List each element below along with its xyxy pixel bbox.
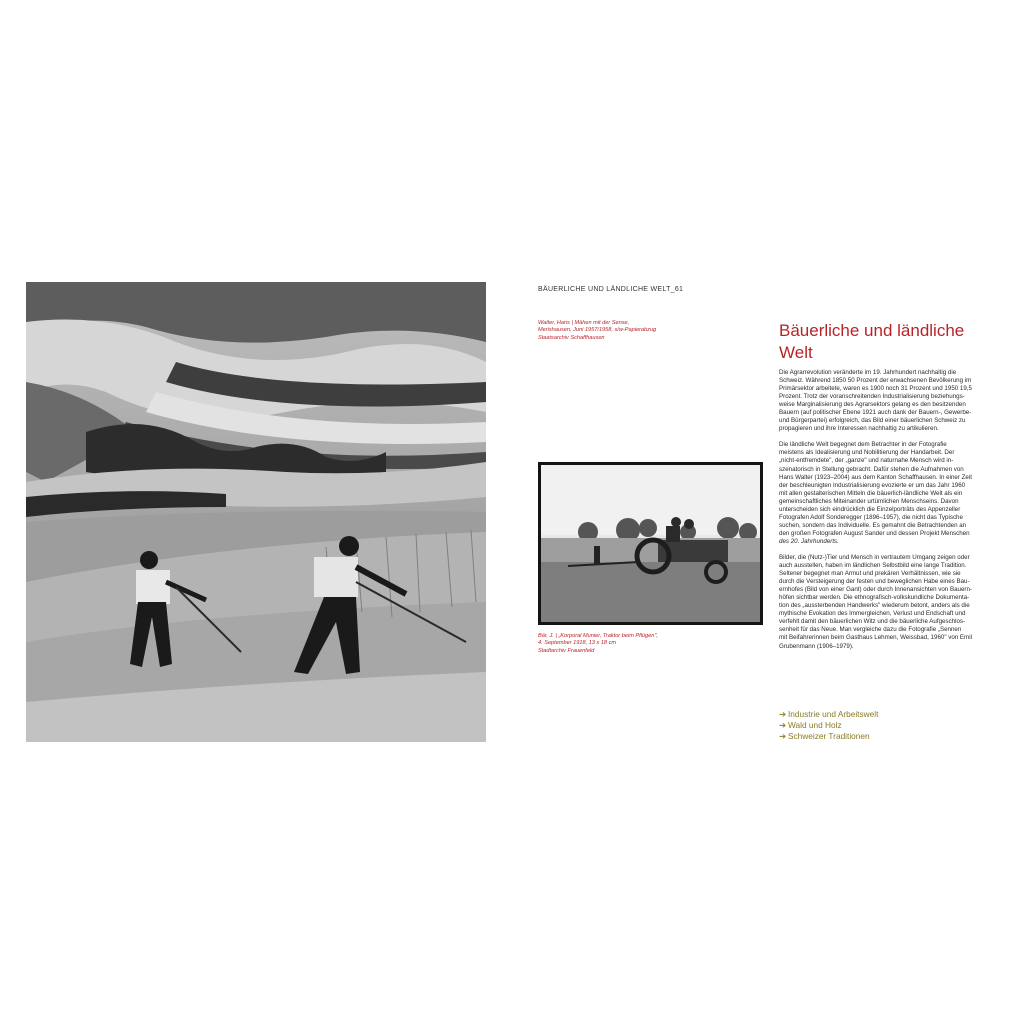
- caption-line: Staatsarchiv Schaffhausen: [538, 334, 605, 341]
- text-line: szenatorisch in Stellung gebracht. Dafür stehen die Aufnahmen von: [779, 465, 964, 473]
- text-line: Bilder, die (Nutz-)Tier und Mensch in vertrautem Umgang zeigen oder: [779, 553, 970, 561]
- text-line: Schweiz. Während 1850 50 Prozent der erwachsenen Bevölkerung im: [779, 377, 972, 385]
- caption-line: Merishausen, Juni 1957/1958, s/w-Papierabzug: [538, 327, 657, 334]
- link-label: Schweizer Traditionen: [788, 731, 870, 742]
- photo-tractor-ploughing: [538, 462, 763, 625]
- text-line: gemeinschaftliches Miteinander urtümlichen Menschseins. Davon: [779, 497, 959, 505]
- link-industrie-und-arbeitswelt[interactable]: [779, 709, 979, 720]
- caption-line: Bär, J. | „Korporal Munier, Traktor beim Pflügen",: [538, 633, 658, 639]
- text-line: und Bürgerpartei) erfolgreich, das Bild einer bäuerlichen Schweiz zu: [779, 417, 966, 425]
- text-line: Seltener begegnet man Armut und prekären Verhältnissen, wie sie: [779, 570, 961, 578]
- caption-line: 4. September 1918, 13 x 18 cm: [538, 640, 617, 647]
- text-line: „nicht-entfremdete", der „ganze" und naturnahe Mensch wird in-: [779, 457, 954, 465]
- arrow-right-icon: ➔: [779, 731, 786, 742]
- text-line: den großen Fotografen August Sander und dessen Projekt Menschen: [779, 529, 970, 537]
- link-wald-und-holz[interactable]: [779, 720, 979, 731]
- paragraph: [779, 554, 1001, 651]
- text-line: tion des „aussterbenden Handwerks" wiederum betont, anders als die: [779, 602, 970, 610]
- arrow-right-icon: ➔: [779, 709, 786, 719]
- text-line: meistens als Idealisierung und Nobilitierung der Handarbeit. Der: [779, 449, 955, 457]
- text-line: Fotografen Adolf Sonderegger (1896–1957), die nicht das Typische: [779, 513, 963, 521]
- text-line: Die ländliche Welt begegnet dem Betrachter in der Fotografie: [779, 441, 947, 449]
- photo-mowing-with-scythe: [26, 282, 486, 742]
- chapter-title: [779, 320, 999, 364]
- link-schweizer-traditionen[interactable]: [779, 731, 979, 742]
- text-line: auch ausstellen, haben im ländlichen Selbstbild eine lange Tradition.: [779, 562, 967, 570]
- text-line: ernhofes (Bild von einer Gant) oder durch Innenansichten von Bauern-: [779, 586, 972, 594]
- text-line: mythische Evokation des Immergleichen, Verlust und Endschaft und: [779, 610, 966, 618]
- text-line: Hans Walter (1923–2004) aus dem Kanton Schaffhausen. In einer Zeit: [779, 473, 972, 481]
- text-line: Primärsektor arbeitete, waren es 1900 noch 31 Prozent und 1950 19,5: [779, 385, 972, 393]
- caption-small-photo: [538, 633, 748, 655]
- caption-line: Walter, Hans | Mähen mit der Sense,: [538, 320, 630, 326]
- text-line: höfen sichtbar werden. Die ethnografisch-volkskundliche Dokumenta-: [779, 594, 970, 602]
- text-line: suchen, sondern das Individuelle. Es gemahnt die Betrachtenden an: [779, 521, 967, 529]
- paragraph: [779, 369, 1001, 433]
- link-label: Wald und Holz: [788, 720, 842, 731]
- running-head: BÄUERLICHE UND LÄNDLICHE WELT_61: [538, 286, 684, 293]
- text-line: Grubenmann (1906–1979).: [779, 642, 854, 650]
- text-line: mit Beifahrerinnen beim Gasthaus Lehmen, Weissbad, 1960" von Emil: [779, 634, 972, 642]
- text-line: Die Agrarrevolution veränderte im 19. Jahrhundert nachhaltig die: [779, 369, 957, 376]
- caption-main-photo: [538, 320, 738, 342]
- cross-reference-links: [779, 709, 979, 743]
- paragraph: [779, 441, 1001, 546]
- text-line: weise Marginalisierung des Agrarsektors gelang es den besitzenden: [779, 401, 966, 409]
- chapter-title-line: Welt: [779, 343, 813, 362]
- caption-line: Stadtarchiv Frauenfeld: [538, 647, 595, 654]
- link-label: Industrie und Arbeitswelt: [788, 709, 879, 719]
- text-line: senheit für das Neue. Man vergleiche dazu die Fotografie „Sennen: [779, 626, 962, 634]
- text-line: durch die Versteigerung der festen und beweglichen Habe eines Bau-: [779, 578, 970, 586]
- text-line: Bauern (auf politischer Ebene 1921 auch dank der Bauern-, Gewerbe-: [779, 409, 972, 417]
- chapter-title-line: Bäuerliche und ländliche: [779, 321, 965, 340]
- body-text: [779, 369, 1001, 659]
- text-line: Prozent. Trotz der voranschreitenden Industrialisierung beziehungs-: [779, 393, 965, 401]
- text-line: mit allen gestalterischen Mitteln die bäuerlich-ländliche Welt als ein: [779, 489, 963, 497]
- text-line: unterscheiden sich eindrücklich die Einzelporträts des Appenzeller: [779, 505, 961, 513]
- text-line: verfehlt damit den bäuerlichen Witz und die bäuerliche Aufgeschlos-: [779, 618, 966, 626]
- arrow-right-icon: ➔: [779, 720, 786, 731]
- mowing-photo-drawing: [26, 282, 486, 742]
- text-line: des 20. Jahrhunderts.: [779, 537, 839, 545]
- tractor-photo-drawing: [538, 462, 763, 625]
- text-line: der beschleunigten Industrialisierung evozierte er um das Jahr 1960: [779, 481, 966, 489]
- text-line: propagieren und ihre Interessen nachhaltig zu artikulieren.: [779, 425, 939, 433]
